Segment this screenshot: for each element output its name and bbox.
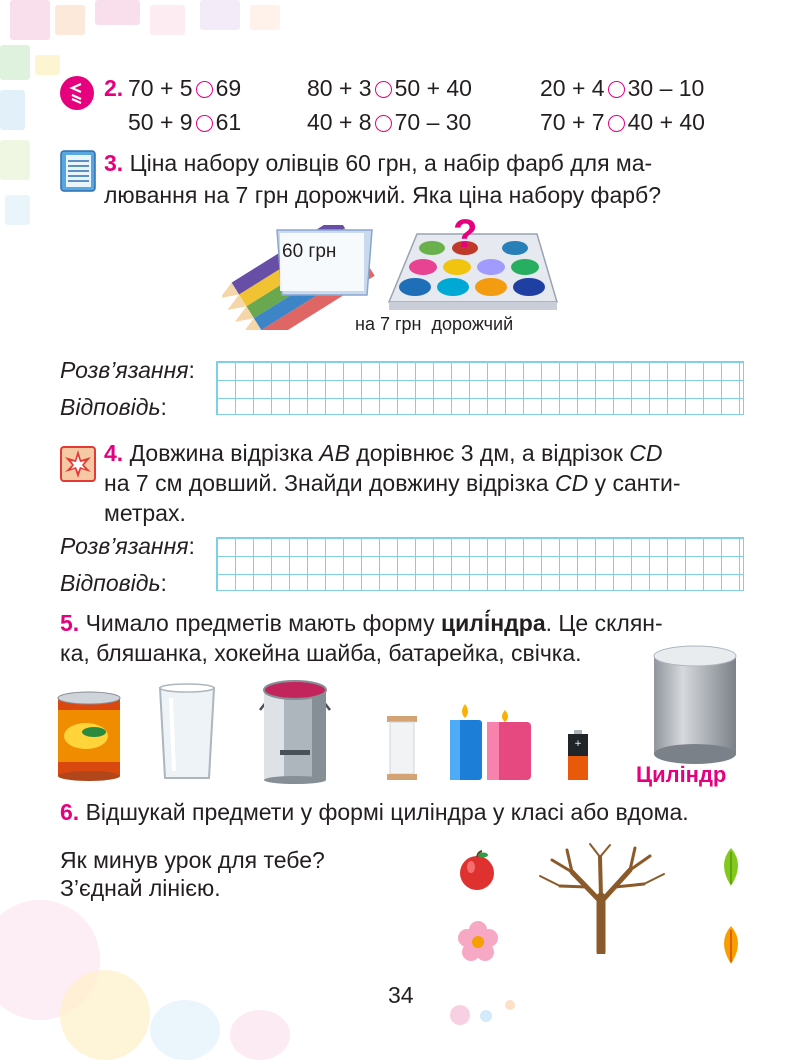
compare-circle[interactable]: [608, 115, 625, 132]
solution-label: Розв’язання:: [60, 357, 195, 383]
compare-circle[interactable]: [375, 115, 392, 132]
flower-icon[interactable]: [455, 920, 501, 964]
comparison-6: 70 + 7 40 + 40: [540, 109, 705, 135]
answer-grid[interactable]: [216, 361, 744, 415]
task2-icon: [60, 76, 94, 110]
compare-circle[interactable]: [196, 81, 213, 98]
compare-circle[interactable]: [196, 115, 213, 132]
comparison-2: 80 + 3 50 + 40: [307, 75, 472, 101]
answer-grid[interactable]: [216, 537, 744, 591]
task4-line1: 4. Довжина відрізка AB дорівнює 3 дм, а відрізок CD: [104, 440, 663, 466]
task3-line2: лювання на 7 грн дорожчий. Яка ціна набору фарб?: [104, 182, 662, 208]
comparison-3: 20 + 4 30 – 10: [540, 75, 705, 101]
task2-number: 2.: [104, 75, 124, 101]
apple-icon[interactable]: [455, 848, 499, 892]
notebook-icon: [60, 150, 96, 192]
tin-can-image: [56, 690, 122, 782]
answer-label: Відповідь:: [60, 570, 167, 596]
glass-image: [157, 683, 217, 783]
price-label: 60 грн: [282, 241, 337, 262]
battery-image: [566, 730, 590, 782]
task5-line2: ка, бляшанка, хокейна шайба, батарейка, свічка.: [60, 640, 582, 666]
solution-label: Розв’язання:: [60, 533, 195, 559]
cylinder-shape-image: [652, 644, 738, 766]
comparison-icon: [60, 76, 94, 110]
paint-bucket-image: [254, 670, 336, 784]
candles-image: [447, 700, 537, 782]
comparison-4: 50 + 9 61: [128, 109, 242, 135]
task3-line1: 3. Ціна набору олівців 60 грн, а набір фарб для ма-: [104, 150, 653, 176]
compare-circle[interactable]: [375, 81, 392, 98]
question-mark: ?: [453, 212, 478, 256]
tree-image[interactable]: [532, 842, 670, 954]
task4-line2: на 7 см довший. Знайди довжину відрізка CD у санти-: [104, 470, 681, 496]
reflection-line1: Як минув урок для тебе?: [60, 847, 325, 873]
cylinder-label: Циліндр: [636, 762, 727, 787]
answer-label: Відповідь:: [60, 394, 167, 420]
star-icon: [60, 446, 96, 482]
yellow-leaf-icon[interactable]: [717, 924, 745, 966]
svg-text:+: +: [574, 739, 582, 749]
page-number: 34: [388, 982, 414, 1008]
comparison-1: 70 + 5 69: [128, 75, 242, 101]
task4-line3: метрах.: [104, 500, 186, 526]
compare-circle[interactable]: [608, 81, 625, 98]
comparison-5: 40 + 8 70 – 30: [307, 109, 472, 135]
green-leaf-icon[interactable]: [717, 846, 745, 888]
thread-spool-image: [385, 714, 419, 782]
paints-caption: на 7 грн дорожчий: [355, 314, 514, 334]
task6-text: 6. Відшукай предмети у формі циліндра у класі або вдома.: [60, 799, 689, 825]
reflection-line2: З’єднай лінією.: [60, 875, 221, 901]
task5-line1: 5. Чимало предметів мають форму цилі́ндра. Це склян-: [60, 610, 663, 636]
